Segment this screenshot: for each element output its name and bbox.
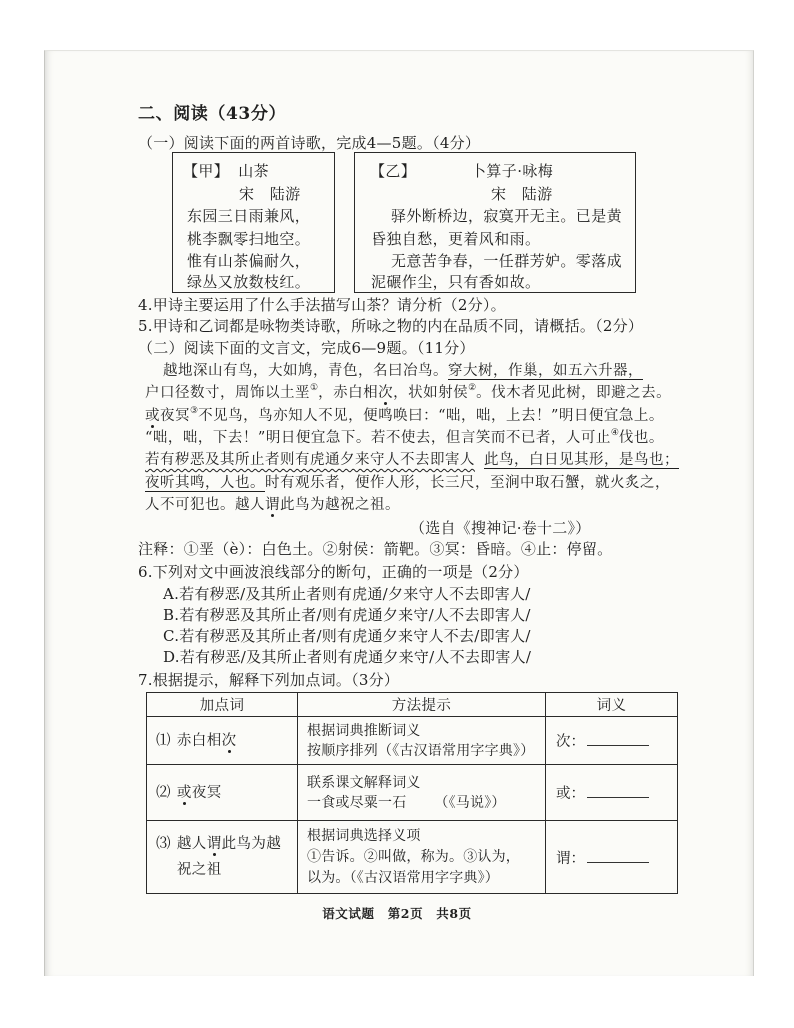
- answer-cell: [546, 821, 678, 894]
- word-text: 祝之祖: [176, 862, 222, 878]
- answer-blank: [587, 734, 649, 746]
- poem-jia-line: 东园三日雨兼风，: [187, 207, 311, 225]
- passage-text: 伐也。: [618, 430, 664, 446]
- answer-cell: [546, 765, 678, 821]
- question-4: 4.甲诗主要运用了什么手法描写山茶？请分析（2分）。: [138, 296, 506, 314]
- poem-jia-title: 山茶: [238, 162, 270, 180]
- question-6-option-a: A.若有秽恶/及其所止者则有虎通/夕来守人不去即害人/: [163, 585, 531, 603]
- hint-cell: [298, 821, 546, 894]
- dotted-char: 谓: [206, 836, 222, 852]
- answer-label: 次：: [556, 734, 585, 750]
- hint-line: 按顺序排列（《古汉语常用字字典》）: [307, 742, 535, 759]
- hint-line: 以为。（《古汉语常用字字典》）: [307, 869, 499, 886]
- passage-line: [145, 495, 400, 515]
- underlined-text: 此鸟，白日见其形，是鸟也；: [484, 452, 679, 468]
- passage-line: [145, 428, 664, 448]
- hint-line: [307, 793, 545, 813]
- passage-text: 越地深山有鸟，大如鸠，青色，名曰冶鸟。: [163, 363, 448, 379]
- item-number: ⑶: [156, 836, 171, 852]
- dotted-char: 或: [145, 408, 160, 424]
- table-row: [147, 765, 678, 821]
- table-row: [147, 717, 678, 765]
- section-title: 二、阅读（43分）: [138, 104, 287, 124]
- word-text: 越人: [176, 836, 207, 852]
- hint-source: （《马说》）: [434, 794, 506, 811]
- part2-intro: （二）阅读下面的文言文，完成6—9题。（11分）: [138, 339, 475, 357]
- question-6-option-b: B.若有秽恶及其所止者/则有虎通夕来守/人不去即害人/: [163, 606, 531, 624]
- passage-line: [163, 361, 643, 381]
- answer-blank: [587, 851, 649, 863]
- wavy-underlined-text: 若有秽恶及其所止者则有虎通夕来守人不去即害人: [145, 452, 475, 468]
- dotted-char: 次: [221, 732, 237, 749]
- passage-line: [145, 473, 670, 493]
- word-text: 此鸟为越: [221, 836, 282, 852]
- poem-jia-line: 桃李飘零扫地空。: [187, 230, 311, 248]
- answer-blank: [587, 786, 649, 798]
- hint-line: 根据词典推断词义: [307, 722, 421, 739]
- header-dotted-word: 加点词: [147, 693, 298, 717]
- dotted-word: [177, 780, 222, 806]
- passage-text: ，状如射侯: [393, 385, 469, 401]
- poem-yi-tag: 【乙】: [370, 162, 417, 180]
- item-number: ⑵: [156, 784, 171, 801]
- answer-label: 或：: [556, 786, 585, 802]
- word-text: 赤白相: [176, 732, 222, 749]
- dotted-word: [177, 728, 237, 754]
- hint-line: 根据词典选择义项: [307, 827, 421, 844]
- poem-jia-line: 绿丛又放数枝红。: [187, 273, 311, 291]
- table-row: [147, 821, 678, 894]
- note-marker: ②: [468, 383, 477, 393]
- poem-yi-author: 宋 陆游: [491, 185, 553, 203]
- answer-cell: [546, 717, 678, 765]
- answer-label: 谓：: [556, 850, 585, 867]
- header-meaning: 词义: [546, 693, 678, 717]
- hint-cell: [298, 765, 546, 821]
- passage-line: [145, 450, 679, 470]
- dotted-char: 次: [378, 385, 394, 401]
- dotted-word-cell: [147, 765, 298, 821]
- dotted-word: [177, 831, 281, 883]
- underlined-text: 夜听其鸣，人也。: [145, 475, 265, 491]
- poem-yi-box: [354, 152, 636, 293]
- passage-text: 户口径数寸，周饰以土垩: [145, 385, 310, 401]
- hint-cell: [298, 717, 546, 765]
- dotted-word-cell: [147, 821, 298, 894]
- hint-line: ①告诉。②叫做，称为。③认为，: [307, 848, 520, 865]
- poem-yi-line: 昏独自愁，更着风和雨。: [371, 230, 541, 248]
- passage-text: 人不可犯也。越人: [145, 497, 265, 513]
- passage-text: 夜冥: [160, 408, 190, 424]
- question-7-stem: 7.根据提示，解释下列加点词。（3分）: [138, 671, 400, 689]
- poem-yi-line: 无意苦争春，一任群芳妒。零落成: [391, 252, 623, 270]
- passage-text: ，赤白相: [318, 385, 379, 401]
- question-6-option-d: D.若有秽恶/及其所止者则有虎通夕来守/人不去即害人/: [163, 648, 532, 666]
- passage-text: 。伐木者见此树，即避之去。: [476, 385, 672, 401]
- passage-text: 时有观乐者，便作人形，长三尺，至涧中取石蟹，就火炙之，: [265, 475, 670, 491]
- poem-jia-line: 惟有山茶偏耐久，: [187, 252, 311, 270]
- dotted-char: 或: [176, 784, 192, 801]
- passage-line: [145, 406, 664, 426]
- question-7-table: [146, 692, 678, 894]
- note-marker: ③: [190, 406, 199, 416]
- item-number: ⑴: [156, 732, 171, 749]
- header-method-hint: 方法提示: [298, 693, 546, 717]
- poem-jia-box: [172, 152, 335, 293]
- poem-yi-title: 卜算子·咏梅: [471, 162, 554, 180]
- question-6-option-c: C.若有秽恶及其所止者/则有虎通夕来守人不去/即害人/: [163, 627, 531, 645]
- poem-jia-author: 宋 陆游: [239, 185, 301, 203]
- poem-yi-line: 泥碾作尘，只有香如故。: [371, 273, 541, 291]
- part1-intro: （一）阅读下面的两首诗歌，完成4—5题。（4分）: [138, 134, 481, 152]
- annotations: 注释：①垩（è）：白色土。②射侯：箭靶。③冥：昏暗。④止：停留。: [138, 540, 613, 558]
- passage-line: [145, 383, 671, 403]
- poem-jia-heading: [183, 161, 269, 181]
- passage-text: 不见鸟，鸟亦知人不见，便鸣唤曰：“咄，咄，上去！”明日便宜急上。: [198, 408, 664, 424]
- hint-example: 一食或尽粟一石: [307, 794, 407, 811]
- dotted-word-cell: [147, 717, 298, 765]
- table-header-row: [147, 693, 678, 717]
- passage-text: “咄，咄，下去！”明日便宜急下。若不使去，但言笑而不已者，人可止: [145, 430, 611, 446]
- passage-text: 此鸟为越祝之祖。: [280, 497, 400, 513]
- note-marker: ①: [310, 383, 319, 393]
- word-text: 夜冥: [191, 784, 222, 801]
- question-5: 5.甲诗和乙词都是咏物类诗歌，所咏之物的内在品质不同，请概括。（2分）: [138, 317, 644, 335]
- question-6-stem: 6.下列对文中画波浪线部分的断句，正确的一项是（2分）: [138, 563, 529, 581]
- hint-line: 联系课文解释词义: [307, 774, 421, 791]
- note-marker: ④: [610, 428, 619, 438]
- underlined-text: 穿大树，作巢，如五六升器，: [448, 363, 643, 379]
- poem-jia-tag: 【甲】: [183, 162, 230, 180]
- passage-source: （选自《搜神记·卷十二》）: [410, 519, 591, 537]
- page-footer: 语文试题 第2页 共8页: [322, 906, 472, 921]
- poem-yi-line: 驿外断桥边，寂寞开无主。已是黄: [391, 207, 623, 225]
- dotted-char: 谓: [265, 497, 280, 513]
